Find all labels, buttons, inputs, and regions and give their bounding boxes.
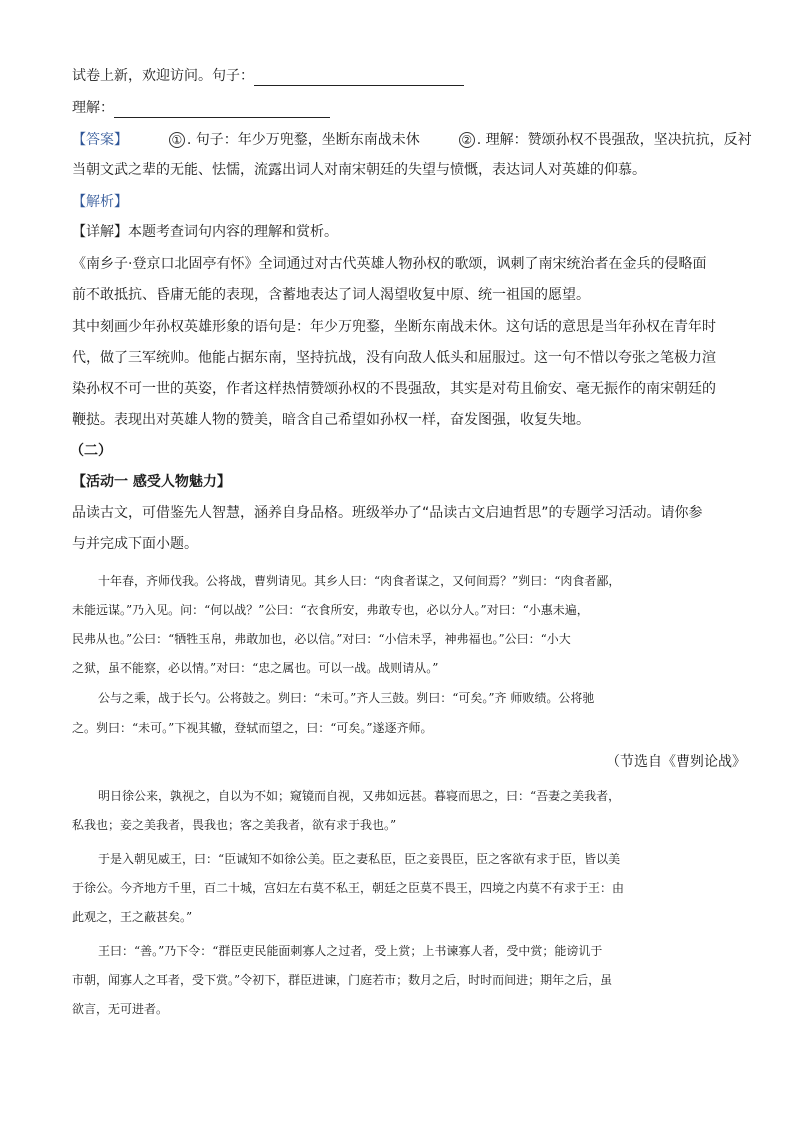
analysis-tag: 【解析】	[72, 194, 128, 210]
section-heading: （二）	[70, 443, 112, 459]
text1-para1-line2: 未能远谋。”乃入见。问：“何以战？”公曰：“衣食所安，弗敢专也，必以分人。”对曰：“小惠未遍，	[72, 603, 589, 617]
sentence-prompt: 试卷上新，欢迎访问。句子：	[72, 68, 254, 84]
text2-para2-line2: 于徐公。今齐地方千里，百二十城，宫妇左右莫不私王，朝廷之臣莫不畏王，四境之内莫不有求于王：由	[72, 881, 625, 895]
text2-para1-line2: 私我也；妾之美我者，畏我也；客之美我者，欲有求于我也。”	[72, 818, 397, 832]
text1-para1-line1: 十年春，齐师伐我。公将战，曹刿请见。其乡人曰：“肉食者谋之，又何间焉？”刿曰：“肉食者鄙，	[98, 574, 621, 588]
text1-para1-line4: 之狱，虽不能察，必以情。”对曰：“忠之属也。可以一战。战则请从。”	[72, 661, 439, 675]
analysis-paragraph-2-line-3: 染孙权不可一世的英姿，作者这样热情赞颂孙权的不畏强敌，其实是对苟且偷安、毫无振作的南宋朝廷的	[72, 381, 716, 397]
analysis-paragraph-1-line-1: 《南乡子·登京口北固亭有怀》全词通过对古代英雄人物孙权的歌颂，讽刺了南宋统治者在金兵的侵略面	[72, 256, 707, 272]
text1-para2-line1: 公与之乘，战于长勺。公将鼓之。刿曰：“未可。”齐人三鼓。刿曰：“可矣。”齐 师败绩。公将驰	[98, 691, 595, 705]
understanding-prompt: 理解：	[72, 100, 114, 116]
analysis-paragraph-2-line-4: 鞭挞。表现出对英雄人物的赞美，暗含自己希望如孙权一样，奋发图强，收复失地。	[72, 412, 590, 428]
intro-line-2: 与并完成下面小题。	[72, 536, 198, 552]
text2-para3-line3: 欲言，无可进者。	[72, 1002, 169, 1016]
answer-continuation: 当朝文武之辈的无能、怯懦，流露出词人对南宋朝廷的失望与愤慨，表达词人对英雄的仰慕。	[72, 162, 646, 178]
analysis-paragraph-2-line-1: 其中刻画少年孙权英雄形象的语句是：年少万兜鍪，坐断东南战未休。这句话的意思是当年孙权在青年时	[72, 319, 716, 335]
text1-para2-line2: 之。刿曰：“未可。”下视其辙，登轼而望之，曰：“可矣。”遂逐齐师。	[72, 721, 433, 735]
sentence-question-line	[72, 66, 464, 86]
answer-tag: 【答案】	[72, 132, 128, 148]
sentence-blank[interactable]	[254, 69, 464, 86]
analysis-paragraph-1-line-2: 前不敢抵抗、昏庸无能的表现，含蓄地表达了词人渴望收复中原、统一祖国的愿望。	[72, 287, 590, 303]
answer-line	[72, 130, 752, 150]
answer-number-1: ①	[169, 132, 185, 148]
detail-line: 【详解】本题考查词句内容的理解和赏析。	[72, 224, 338, 240]
answer-part-1: . 句子：年少万兜鍪，坐断东南战未休	[186, 132, 420, 148]
text2-para3-line1: 王曰：“善。”乃下令：“群臣吏民能面刺寡人之过者，受上赏；上书谏寡人者，受中赏；能谤讥于	[98, 944, 603, 958]
answer-part-2: . 理解：赞颂孙权不畏强敌，坚决抗抗，反衬	[476, 132, 752, 148]
text2-para1-line1: 明日徐公来，孰视之，自以为不如；窥镜而自视，又弗如远甚。暮寝而思之，曰：“吾妻之美我者，	[98, 789, 621, 803]
activity-heading: 【活动一 感受人物魅力】	[72, 474, 231, 490]
understanding-blank[interactable]	[114, 101, 330, 118]
intro-line-1: 品读古文，可借鉴先人智慧，涵养自身品格。班级举办了“品读古文启迪哲思”的专题学习活动。请你参	[72, 505, 703, 521]
text2-para2-line1: 于是入朝见威王，曰：“臣诚知不如徐公美。臣之妻私臣，臣之妾畏臣，臣之客欲有求于臣，皆以美	[98, 852, 621, 866]
text2-para2-line3: 此观之，王之蔽甚矣。”	[72, 910, 193, 924]
text2-para3-line2: 市朝，闻寡人之耳者，受下赏。”令初下，群臣进谏，门庭若市；数月之后，时时而间进；期年之后，虽	[72, 973, 613, 987]
text1-source: （节选自《曹刿论战》	[606, 754, 746, 770]
text1-para1-line3: 民弗从也。”公曰：“牺牲玉帛，弗敢加也，必以信。”对曰：“小信未孚，神弗福也。”公曰：“小大	[72, 632, 571, 646]
answer-number-2: ②	[459, 132, 475, 148]
analysis-paragraph-2-line-2: 代，做了三军统帅。他能占据东南，坚持抗战，没有向敌人低头和屈服过。这一句不惜以夸张之笔极力渲	[72, 350, 716, 366]
understanding-question-line	[72, 98, 330, 118]
